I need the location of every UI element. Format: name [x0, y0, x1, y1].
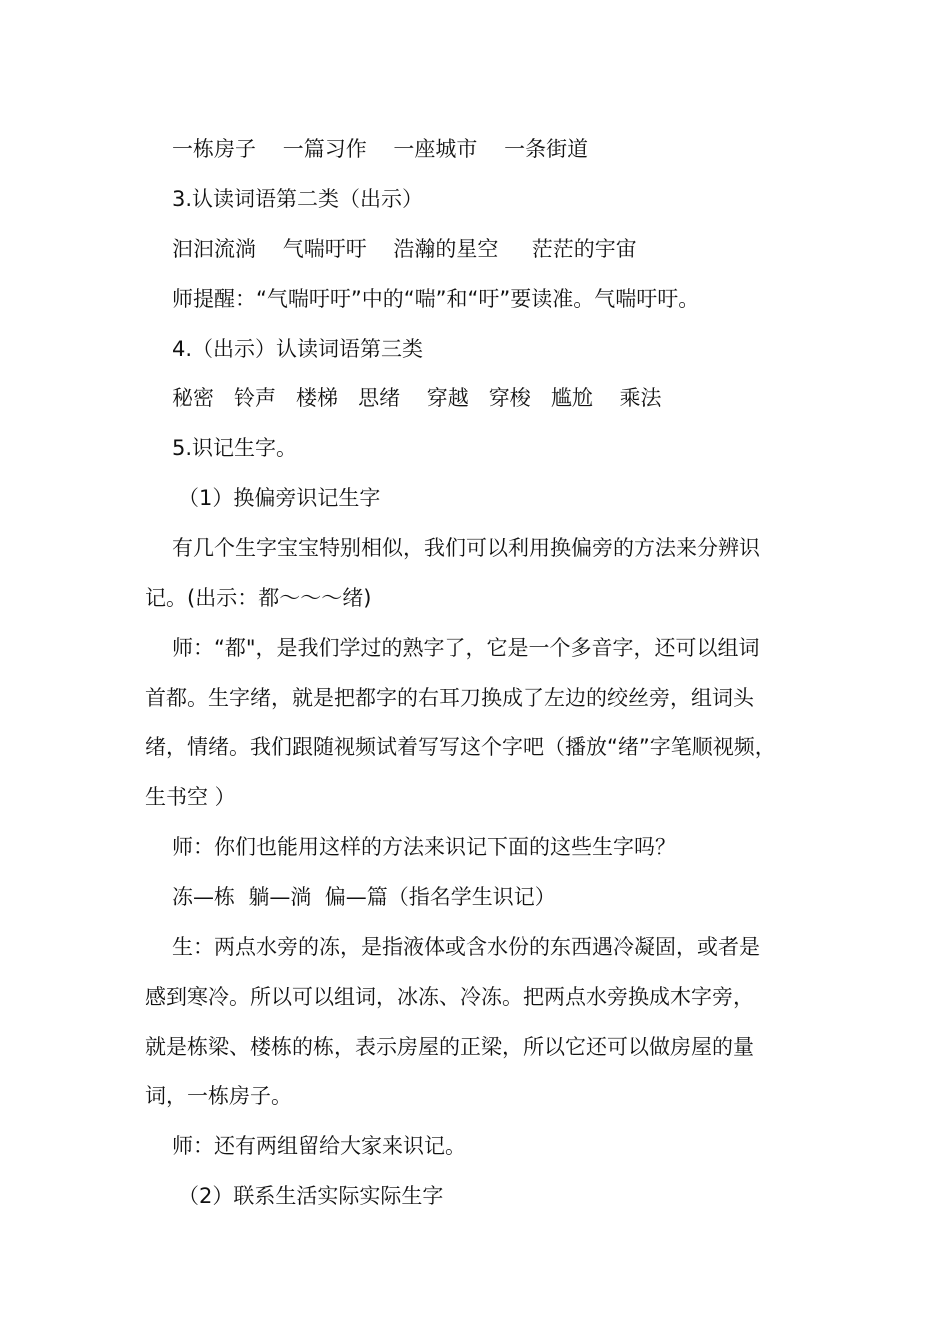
paragraph-line: 生：两点水旁的冻，是指液体或含水份的东西遇冷凝固，或者是: [172, 935, 760, 959]
paragraph-line: 师：“都"，是我们学过的熟字了，它是一个多音字，还可以组词: [172, 636, 760, 660]
paragraph-line: 师：你们也能用这样的方法来识记下面的这些生字吗？: [172, 835, 676, 859]
sub-step-1-heading: （1）换偏旁识记生字: [178, 486, 381, 510]
vocab-line-3: 秘密 铃声 楼梯 思绪 穿越 穿梭 尴尬 乘法: [172, 386, 662, 410]
vocab-line-2: 汩汩流淌 气喘吁吁 浩瀚的星空 茫茫的宇宙: [172, 237, 637, 261]
step-5-heading: 5.识记生字。: [172, 436, 298, 460]
paragraph-line: 词，一栋房子。: [145, 1084, 292, 1108]
vocab-line-1: 一栋房子 一篇习作 一座城市 一条街道: [172, 137, 589, 161]
teacher-reminder: 师提醒：“气喘吁吁”中的“喘”和“吁”要读准。气喘吁吁。: [172, 287, 700, 311]
paragraph-line: 有几个生字宝宝特别相似，我们可以利用换偏旁的方法来分辨识: [172, 536, 760, 560]
paragraph-line: 就是栋梁、楼栋的栋，表示房屋的正梁，所以它还可以做房屋的量: [145, 1035, 754, 1059]
paragraph-line: 冻—栋 躺—淌 偏—篇（指名学生识记）: [172, 885, 556, 909]
paragraph-line: 首都。生字绪，就是把都字的右耳刀换成了左边的绞丝旁，组词头: [145, 686, 754, 710]
sub-step-2-heading: （2）联系生活实际实际生字: [178, 1184, 444, 1208]
step-4-heading: 4.（出示）认读词语第三类: [172, 337, 424, 361]
paragraph-line: 感到寒冷。所以可以组词，冰冻、冷冻。把两点水旁换成木字旁，: [145, 985, 754, 1009]
paragraph-line: 师：还有两组留给大家来识记。: [172, 1134, 466, 1158]
paragraph-line: 生书空 ）: [145, 785, 236, 809]
step-3-heading: 3.认读词语第二类（出示）: [172, 187, 424, 211]
paragraph-line: 记。(出示：都～～～绪): [145, 586, 372, 610]
paragraph-line: 绪，情绪。我们跟随视频试着写写这个字吧（播放“绪”字笔顺视频，: [145, 735, 776, 759]
